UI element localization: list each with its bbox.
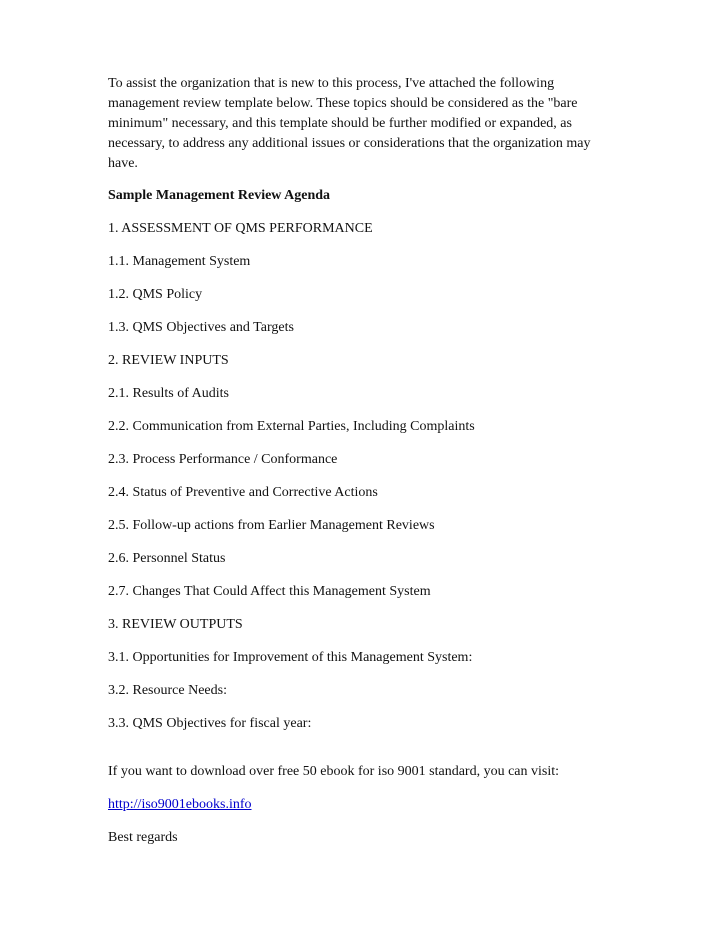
agenda-item: 2. REVIEW INPUTS <box>108 353 229 368</box>
agenda-title: Sample Management Review Agenda <box>108 188 331 203</box>
agenda-item: 1.1. Management System <box>108 254 251 269</box>
intro-paragraph <box>108 74 628 174</box>
agenda-item: 3.3. QMS Objectives for fiscal year: <box>108 716 312 731</box>
intro-line: minimum" necessary, and this template should be further modified or expanded, as <box>108 116 572 131</box>
intro-line: necessary, to address any additional issues or considerations that the organization may <box>108 136 591 151</box>
agenda-item: 1.2. QMS Policy <box>108 287 203 302</box>
agenda-item: 3.2. Resource Needs: <box>108 683 227 698</box>
intro-line: management review template below. These topics should be considered as the "bare <box>108 96 578 111</box>
agenda-item: 1. ASSESSMENT OF QMS PERFORMANCE <box>108 221 373 236</box>
agenda-item: 3.1. Opportunities for Improvement of this Management System: <box>108 650 473 665</box>
agenda-item: 3. REVIEW OUTPUTS <box>108 617 243 632</box>
agenda-item: 2.3. Process Performance / Conformance <box>108 452 338 467</box>
agenda-item: 2.1. Results of Audits <box>108 386 229 401</box>
download-text: If you want to download over free 50 ebook for iso 9001 standard, you can visit: <box>108 764 560 779</box>
intro-line: To assist the organization that is new to this process, I've attached the following <box>108 76 555 91</box>
agenda-item: 2.2. Communication from External Parties, Including Complaints <box>108 419 475 434</box>
ebooks-link[interactable]: http://iso9001ebooks.info <box>108 797 252 812</box>
agenda-item: 2.4. Status of Preventive and Corrective Actions <box>108 485 378 500</box>
agenda-item: 2.7. Changes That Could Affect this Management System <box>108 584 431 599</box>
closing-text: Best regards <box>108 830 178 845</box>
agenda-item: 2.6. Personnel Status <box>108 551 226 566</box>
agenda-item: 1.3. QMS Objectives and Targets <box>108 320 294 335</box>
agenda-item: 2.5. Follow-up actions from Earlier Management Reviews <box>108 518 435 533</box>
intro-line: have. <box>108 156 138 171</box>
